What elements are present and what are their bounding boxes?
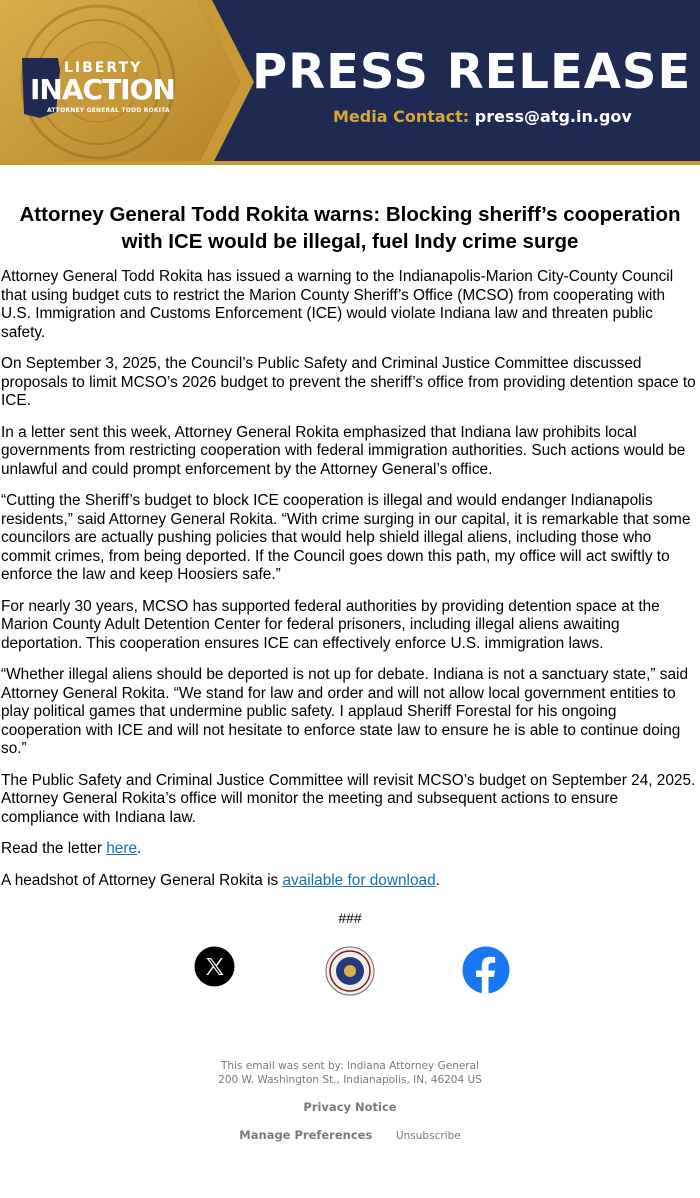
paragraph: “Cutting the Sheriff’s budget to block ICE cooperation is illegal and would endanger Indianapolis residents,” said Attorney General Rokita. “With crime surging in our capital, it is remarkable that some councilors are actually pushing policies that would help shield illegal aliens, including those who commit crimes, from being deported. If the Council goes down this path, my office will act swiftly to enforce the law and keep Hoosiers safe.”	[1, 492, 691, 583]
press-release-banner	[0, 0, 700, 165]
paragraph: For nearly 30 years, MCSO has supported federal authorities by providing detention space at the Marion County Adult Detention Center for federal prisoners, including illegal aliens awaiting deportation. This cooperation ensures ICE can effectively enforce U.S. immigration laws.	[1, 597, 660, 652]
social-links	[0, 946, 700, 1006]
article-body	[0, 268, 700, 890]
sender-address: 200 W. Washington St., Indianapolis, IN, 46204 US	[218, 1073, 482, 1086]
media-contact	[333, 107, 632, 126]
letter-link[interactable]: here	[106, 840, 138, 857]
x-social-icon[interactable]	[194, 946, 235, 992]
headshot-suffix: .	[435, 871, 440, 889]
manage-preferences-link[interactable]: Manage Preferences	[239, 1128, 373, 1142]
logo-subtitle: ATTORNEY GENERAL TODD ROKITA	[47, 107, 170, 114]
privacy-notice-link[interactable]: Privacy Notice	[303, 1100, 397, 1114]
headline: Attorney General Todd Rokita warns: Blocking sheriff’s cooperation with ICE would be illegal, fuel Indy crime surge	[19, 203, 681, 253]
ag-seal-icon[interactable]	[325, 946, 375, 1001]
sent-by-text: This email was sent by: Indiana Attorney General	[221, 1060, 479, 1072]
headshot-line	[1, 872, 699, 891]
read-letter-line	[1, 840, 699, 859]
read-letter-prefix: Read the letter	[1, 840, 107, 857]
headshot-download-link[interactable]: available for download	[282, 871, 436, 889]
facebook-icon[interactable]	[462, 946, 510, 999]
media-contact-label: Media Contact:	[333, 107, 470, 126]
paragraph: Attorney General Todd Rokita has issued a warning to the Indianapolis-Marion City-County Council that using budget cuts to restrict the Marion County Sheriff’s Office (MCSO) from cooperating with U.S. Immigration and Customs Enforcement (ICE) would violate Indiana law and threaten public safety.	[1, 268, 674, 341]
sender-info	[0, 1060, 700, 1087]
unsubscribe-link[interactable]: Unsubscribe	[395, 1130, 461, 1142]
email-footer	[0, 1060, 700, 1142]
press-release-title: PRESS RELEASE	[252, 44, 692, 100]
logo-liberty-text: LIBERTY	[64, 60, 143, 76]
paragraph: The Public Safety and Criminal Justice Committee will revisit MCSO’s budget on September 24, 2025. Attorney General Rokita’s office will monitor the meeting and subsequent actions to ensure compliance with Indiana law.	[1, 771, 696, 826]
logo-inaction-text: INACTION	[30, 73, 175, 106]
paragraph: On September 3, 2025, the Council’s Public Safety and Criminal Justice Committee discussed proposals to limit MCSO’s 2026 budget to prevent the sheriff’s office from providing detention space to ICE.	[1, 355, 696, 409]
end-mark: ###	[338, 910, 362, 926]
headshot-prefix: A headshot of Attorney General Rokita is	[1, 871, 283, 889]
preferences-row	[0, 1128, 700, 1142]
media-contact-email[interactable]: press@atg.in.gov	[474, 107, 632, 126]
paragraph: In a letter sent this week, Attorney General Rokita emphasized that Indiana law prohibits local governments from restricting cooperation with federal immigration authorities. Such actions would be unlawful and could prompt enforcement by the Attorney General’s office.	[1, 423, 686, 478]
read-letter-suffix: .	[137, 840, 142, 857]
paragraph: “Whether illegal aliens should be deported is not up for debate. Indiana is not a sanctuary state,” said Attorney General Rokita. “We stand for law and order and will not allow local government entities to play political games that undermine public safety. I applaud Sheriff Forestal for his ongoing cooperation with ICE and will not hesitate to enforce state law to ensure he is able to continue doing so.”	[1, 666, 689, 757]
